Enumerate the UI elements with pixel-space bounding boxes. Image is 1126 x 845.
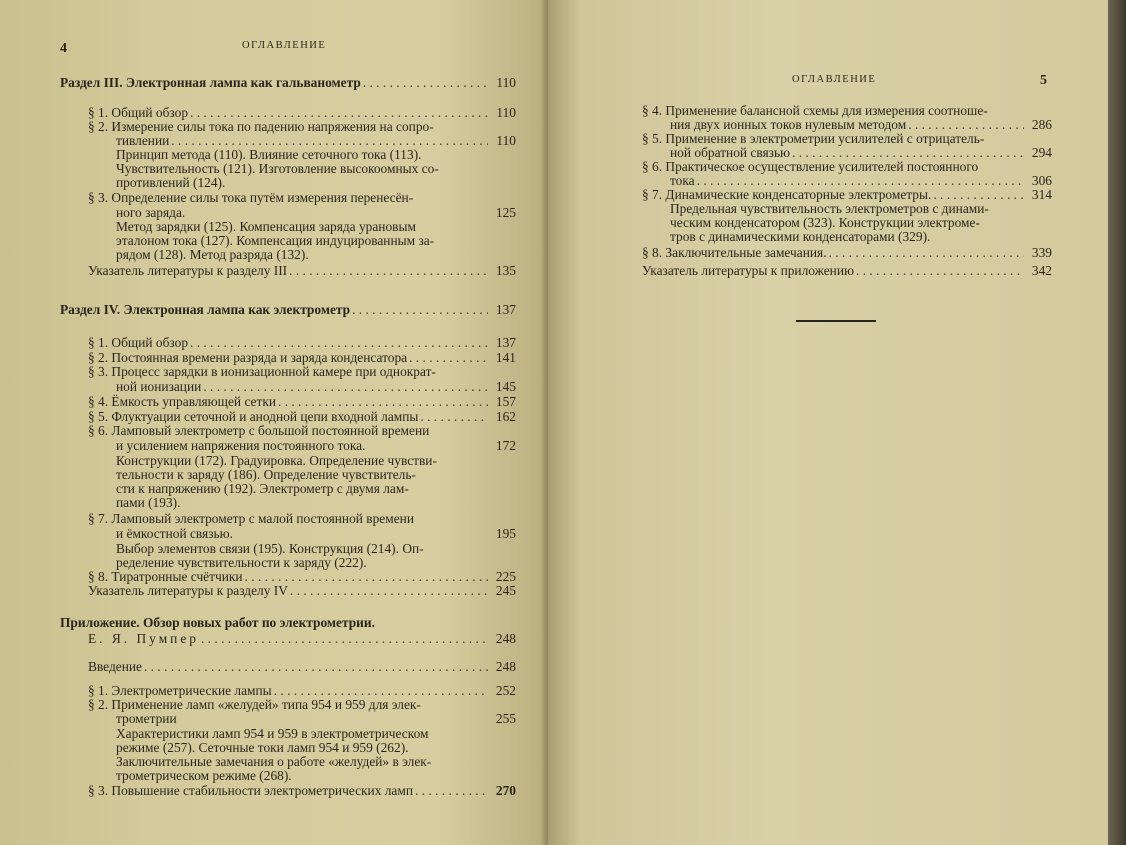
toc-appendix-author: Е. Я. Пумпер . . . 248: [88, 632, 516, 646]
toc-subentry: Выбор элементов связи (195). Конструкция (214). Оп-: [116, 541, 424, 556]
toc-entry: § 2. Постоянная времени разряда и заряда конденсатора . . . 141: [88, 351, 516, 365]
toc-entry: тока . . . 306: [670, 174, 1052, 188]
page-number: 4: [60, 41, 67, 56]
toc-entry: § 5. Флуктуации сеточной и анодной цепи входной лампы . . . 162: [88, 410, 516, 424]
toc-entry: и ёмкостной связью. 195: [116, 526, 516, 541]
toc-subentry: режиме (257). Сеточные токи ламп 954 и 959 (262).: [116, 740, 409, 755]
toc-entry: ной ионизации . . . 145: [116, 380, 516, 394]
toc-subentry: Конструкции (172). Градуировка. Определение чувстви-: [116, 453, 437, 468]
toc-subentry: тров с динамическими конденсаторами (329).: [670, 229, 931, 244]
toc-entry: трометрии 255: [116, 711, 516, 726]
toc-subentry: тельности к заряду (186). Определение чувствитель-: [116, 467, 416, 482]
toc-entry: § 1. Общий обзор . . . 110: [88, 106, 516, 120]
toc-subentry: Принцип метода (110). Влияние сеточного тока (113).: [116, 147, 422, 162]
toc-entry: § 4. Ёмкость управляющей сетки . . . 157: [88, 395, 516, 409]
page-number: 5: [1040, 73, 1047, 88]
toc-entry: § 3. Повышение стабильности электрометрических ламп . . . 270: [88, 784, 516, 798]
toc-references: Указатель литературы к разделу III . . . 135: [88, 264, 516, 278]
toc-entry: тивлении . . . 110: [116, 134, 516, 148]
toc-references: Указатель литературы к разделу IV . . . 245: [88, 584, 516, 598]
toc-references: Указатель литературы к приложению . . . 342: [642, 264, 1052, 278]
toc-entry: § 6. Практическое осуществление усилителей постоянного: [642, 159, 979, 174]
toc-entry: § 3. Процесс зарядки в ионизационной камере при однократ-: [88, 364, 436, 379]
toc-entry: § 6. Ламповый электрометр с большой постоянной времени: [88, 423, 430, 438]
running-header: ОГЛАВЛЕНИЕ: [242, 40, 327, 51]
table-of-contents: [642, 0, 1052, 845]
toc-entry: ного заряда. 125: [116, 205, 516, 220]
toc-entry: Введение . . . 248: [88, 660, 516, 674]
toc-entry: § 7. Ламповый электрометр с малой постоянной времени: [88, 511, 415, 526]
right-page: [548, 0, 1108, 845]
toc-entry: § 1. Электрометрические лампы . . . 252: [88, 684, 516, 698]
toc-entry: § 5. Применение в электрометрии усилителей с отрицатель-: [642, 131, 985, 146]
running-header: ОГЛАВЛЕНИЕ: [792, 74, 877, 85]
toc-entry: § 4. Применение балансной схемы для измерения соотноше-: [642, 103, 988, 118]
toc-entry: § 1. Общий обзор . . . 137: [88, 336, 516, 350]
toc-entry: § 3. Определение силы тока путём измерения перенесён-: [88, 190, 414, 205]
toc-section-heading: Раздел IV. Электронная лампа как электрометр . . . 137: [60, 303, 516, 317]
toc-section-heading: Раздел III. Электронная лампа как гальванометр . . . 110: [60, 76, 516, 90]
toc-subentry: рядом (128). Метод разряда (132).: [116, 247, 309, 262]
toc-subentry: Чувствительность (121). Изготовление высокоомных со-: [116, 161, 439, 176]
toc-entry: ной обратной связью . . . 294: [670, 146, 1052, 160]
toc-entry: ния двух ионных токов нулевым методом . . . 286: [670, 118, 1052, 132]
toc-entry: § 7. Динамические конденсаторные электрометры. . . . 314: [642, 188, 1052, 202]
toc-subentry: пами (193).: [116, 495, 181, 510]
toc-subentry: Заключительные замечания о работе «желудей» в элек-: [116, 754, 432, 769]
toc-subentry: Характеристики ламп 954 и 959 в электрометрическом: [116, 726, 429, 741]
table-of-contents: [60, 0, 516, 845]
table-background: [1108, 0, 1126, 845]
toc-subentry: ческим конденсатором (323). Конструкции электроме-: [670, 215, 980, 230]
toc-subentry: противлений (124).: [116, 175, 226, 190]
toc-subentry: трометрическом режиме (268).: [116, 768, 292, 783]
toc-entry: § 2. Измерение силы тока по падению напряжения на сопро-: [88, 119, 434, 134]
toc-entry: § 8. Заключительные замечания. . . . 339: [642, 246, 1052, 260]
toc-entry: § 8. Тиратронные счётчики . . . 225: [88, 570, 516, 584]
end-rule: [796, 320, 876, 322]
toc-entry: § 2. Применение ламп «желудей» типа 954 и 959 для элек-: [88, 697, 421, 712]
toc-subentry: эталоном тока (127). Компенсация индуцированным за-: [116, 233, 435, 248]
toc-subentry: ределение чувствительности к заряду (222).: [116, 555, 367, 570]
toc-subentry: Предельная чувствительность электрометров с динами-: [670, 201, 989, 216]
toc-entry: и усилением напряжения постоянного тока. 172: [116, 438, 516, 453]
toc-appendix-heading: Приложение. Обзор новых работ по электрометрии.: [60, 615, 375, 630]
toc-subentry: Метод зарядки (125). Компенсация заряда урановым: [116, 219, 416, 234]
toc-subentry: сти к напряжению (192). Электрометр с двумя лам-: [116, 481, 409, 496]
left-page: [0, 0, 548, 845]
